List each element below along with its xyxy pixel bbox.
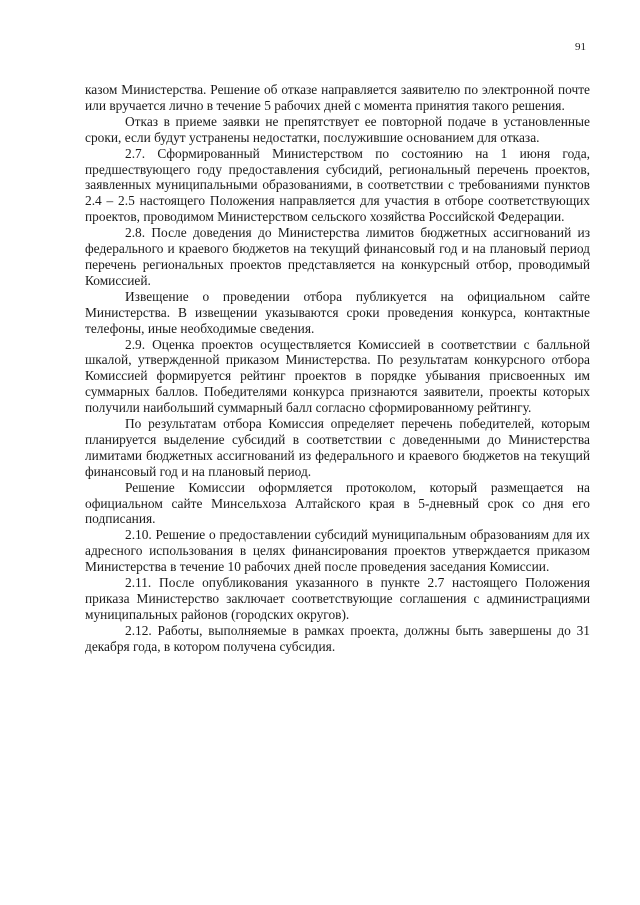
page-number: 91 [575,41,586,53]
paragraph-winners: По результатам отбора Комиссия определяет перечень победителей, которым планируется выделение субсидий в соответствии с доведенными до Министерства лимитами бюджетных ассигнований из федерального и краевого бюджетов на текущий финансовый год и на плановый период. [85,416,590,479]
paragraph-protocol: Решение Комиссии оформляется протоколом, который размещается на официальном сайте Минсельхоза Алтайского края в 5-дневный срок со дня его подписания. [85,479,590,527]
paragraph-2-10: 2.10. Решение о предоставлении субсидий муниципальным образованиям для их адресного использования в целях финансирования проектов утверждается приказом Министерства в течение 10 рабочих дней после проведения заседания Комиссии. [85,527,590,575]
paragraph-2-12: 2.12. Работы, выполняемые в рамках проекта, должны быть завершены до 31 декабря года, в котором получена субсидия. [85,622,590,654]
paragraph-continuation: казом Министерства. Решение об отказе направляется заявителю по электронной почте или вручается лично в течение 5 рабочих дней с момента принятия такого решения. [85,82,590,113]
paragraph-refusal-note: Отказ в приеме заявки не препятствует ее повторной подаче в установленные сроки, если будут устранены недостатки, послужившие основанием для отказа. [85,113,590,145]
paragraph-notice: Извещение о проведении отбора публикуется на официальном сайте Министерства. В извещении указываются сроки проведения конкурса, контактные телефоны, иные необходимые сведения. [85,288,590,336]
paragraph-2-7: 2.7. Сформированный Министерством по состоянию на 1 июня года, предшествующего году предоставления субсидий, региональный перечень проектов, заявленных муниципальными образованиями, в соответствии с требованиями пунктов 2.4 – 2.5 настоящего Положения направляется для участия в отборе соответствующих проектов, проводимом Министерством сельского хозяйства Российской Федерации. [85,145,590,225]
paragraph-2-8: 2.8. После доведения до Министерства лимитов бюджетных ассигнований из федерального и краевого бюджетов на текущий финансовый год и на плановый период перечень региональных проектов представляется на конкурсный отбор, проводимый Комиссией. [85,225,590,288]
document-body [85,82,590,655]
paragraph-2-9: 2.9. Оценка проектов осуществляется Комиссией в соответствии с балльной шкалой, утвержденной приказом Министерства. По результатам конкурсного отбора Комиссией формируется рейтинг проектов в порядке убывания присвоенных им суммарных баллов. Победителями конкурса признаются заявители, проекты которых получили наибольший суммарный балл согласно сформированному рейтингу. [85,336,590,416]
paragraph-2-11: 2.11. После опубликования указанного в пункте 2.7 настоящего Положения приказа Министерство заключает соответствующие соглашения с администрациями муниципальных районов (городских округов). [85,575,590,622]
